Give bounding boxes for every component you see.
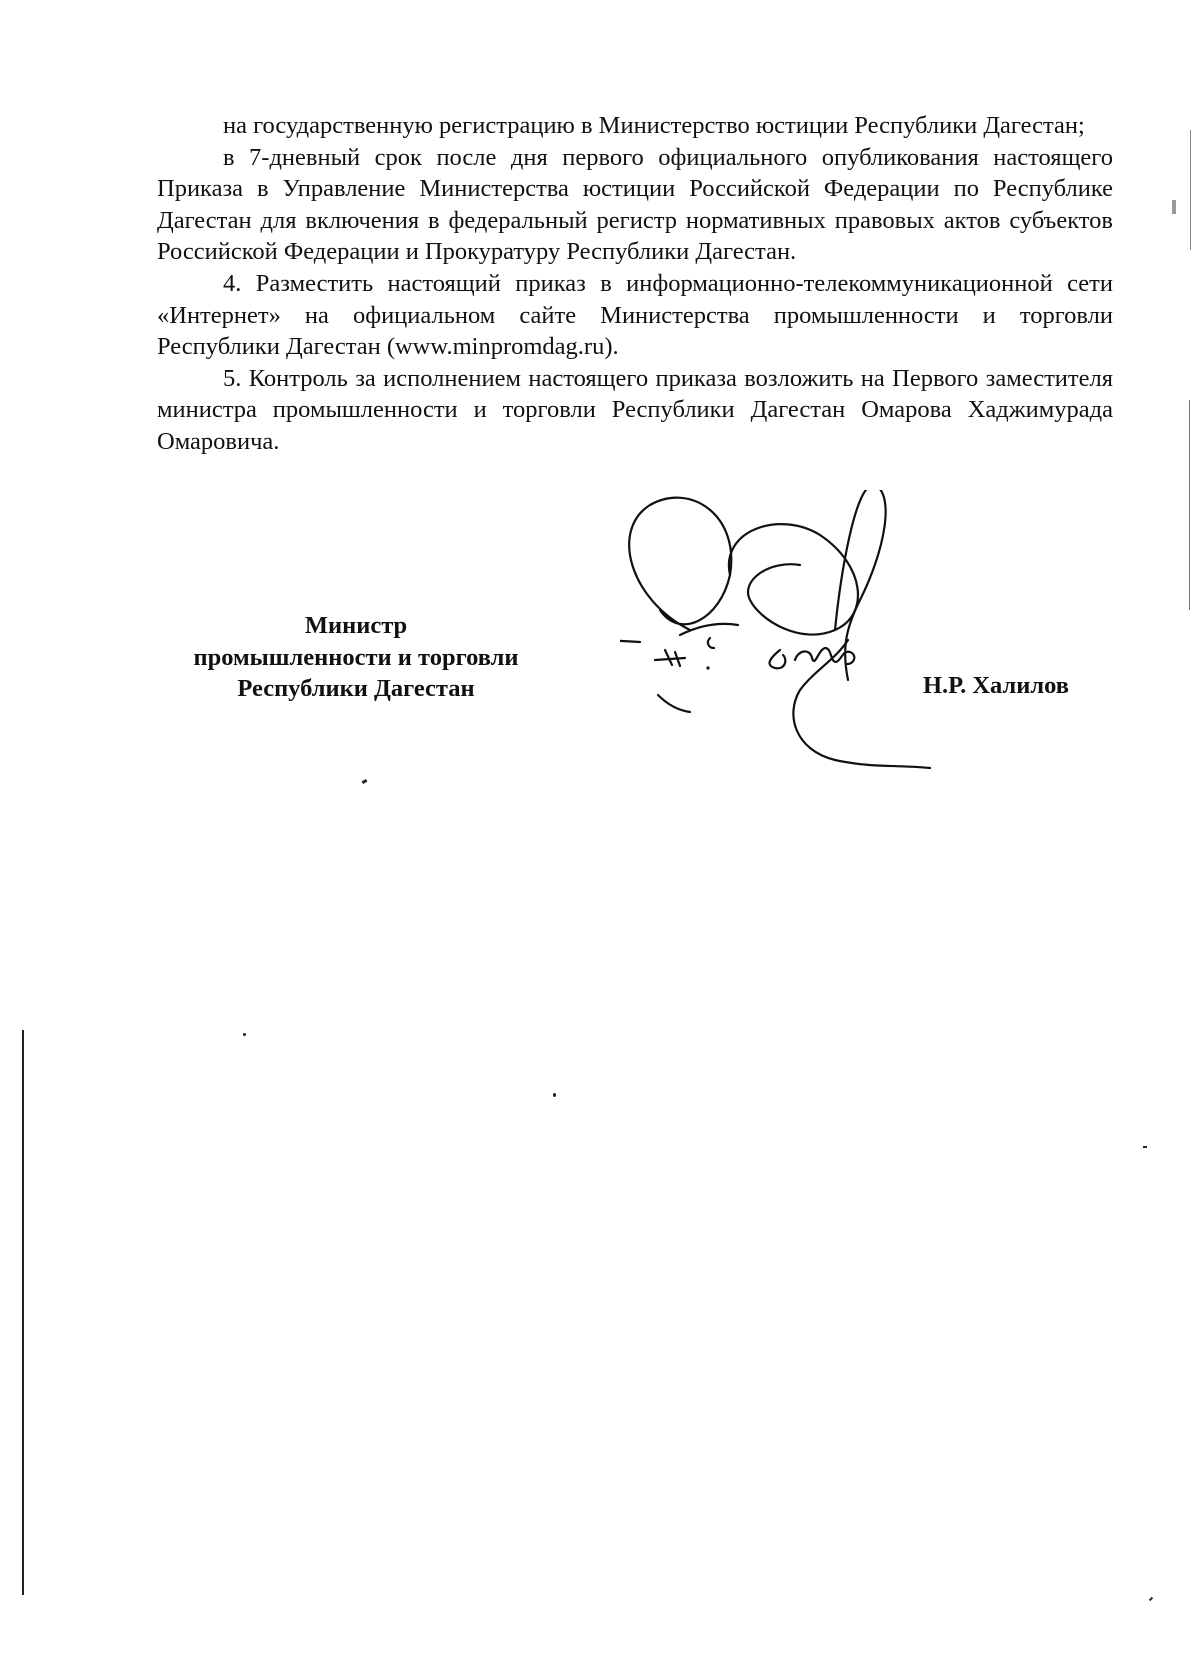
- signature-title-line: Республики Дагестан: [237, 675, 475, 703]
- scan-speck: [1143, 1146, 1147, 1148]
- paragraph-item-4: 4. Разместить настоящий приказ в информационно-телекоммуникационной сети «Интернет» на официальном сайте Министерства промышленности и торговли Республики Дагестан (www.minpromdag.ru).: [157, 269, 1113, 361]
- scan-right-edge-line: [1189, 400, 1190, 610]
- scan-speck: [243, 1033, 246, 1036]
- paragraph-federal-register: в 7-дневный срок после дня первого официального опубликования настоящего Приказа в Управление Министерства юстиции Российской Федерации по Республике Дагестан для включения в федеральный регистр нормативных правовых актов субъектов Российской Федерации и Прокуратуру Республики Дагестан.: [157, 143, 1113, 266]
- scan-speck: [1149, 1597, 1153, 1601]
- paragraph-registration: на государственную регистрацию в Министерство юстиции Республики Дагестан;: [223, 112, 1085, 139]
- scan-left-edge-line: [22, 1030, 24, 1595]
- scan-right-edge-line: [1190, 130, 1191, 250]
- document-body: [157, 110, 1113, 458]
- signatory-name: Н.Р. Халилов: [923, 672, 1069, 699]
- signature-title-block: [168, 610, 544, 705]
- signature-title-line: промышленности и торговли: [193, 643, 519, 671]
- scan-speck: [553, 1093, 556, 1097]
- handwritten-signature: [620, 490, 980, 820]
- signature-title-line: Министр: [304, 612, 408, 639]
- scan-speck: [362, 779, 368, 784]
- scan-speck: [1172, 200, 1176, 214]
- paragraph-item-5: 5. Контроль за исполнением настоящего приказа возложить на Первого заместителя министра промышленности и торговли Республики Дагестан Омарова Хаджимурада Омаровича.: [157, 364, 1113, 455]
